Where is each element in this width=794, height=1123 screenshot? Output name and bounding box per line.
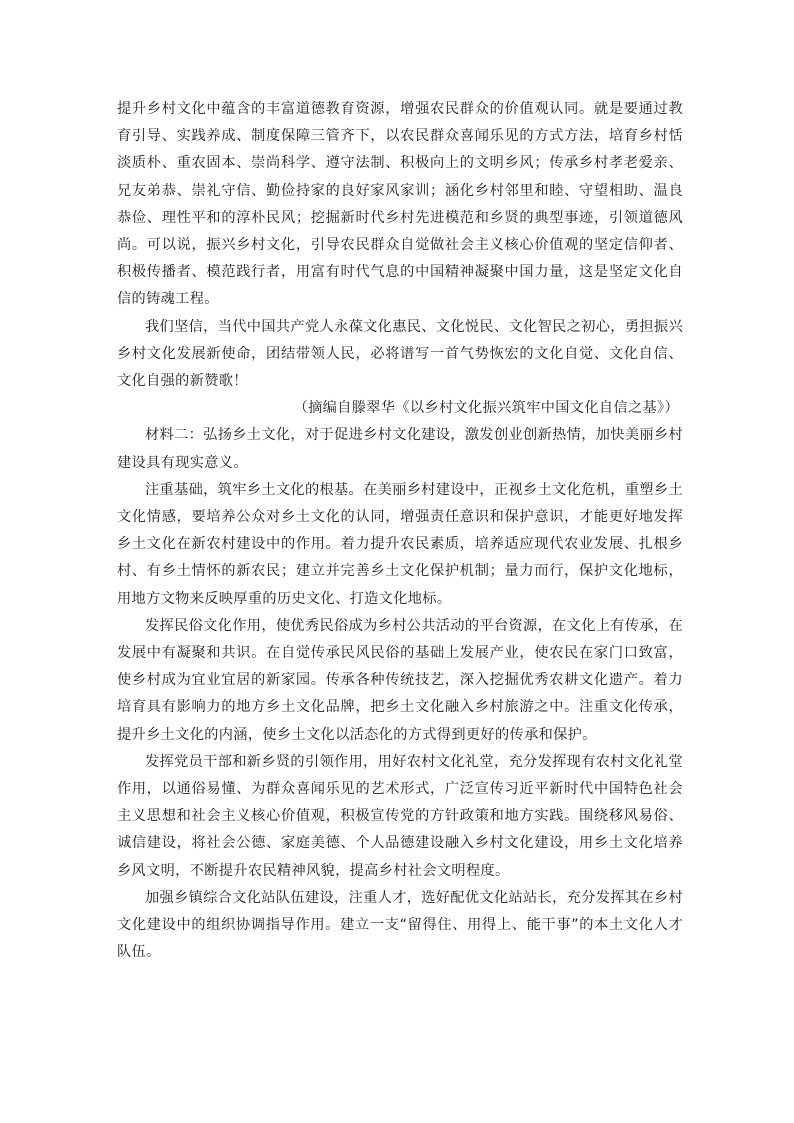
paragraph-moral-education: 提升乡村文化中蕴含的丰富道德教育资源，增强农民群众的价值观认同。就是要通过教育引导、实践养成、制度保障三管齐下，以农民群众喜闻乐见的方式方法，培育乡村恬淡质朴、重农固本、崇尚科学、遵守法制、积极向上的文明乡风；传承乡村孝老爱亲、兄友弟恭、崇礼守信、勤俭持家的良好家风家训；涵化乡村邻里和睦、守望相助、温良恭俭、理性平和的淳朴民风；挖掘新时代乡村先进模范和乡贤的典型事迹，引领道德风尚。可以说，振兴乡村文化，引导农民群众自觉做社会主义核心价值观的坚定信仰者、积极传播者、模范践行者，用富有时代气息的中国精神凝聚中国力量，这是坚定文化自信的铸魂工程。: [117, 101, 683, 308]
paragraph-leadership: 发挥党员干部和新乡贤的引领作用，用好农村文化礼堂，充分发挥现有农村文化礼堂作用，以通俗易懂、为群众喜闻乐见的艺术形式，广泛宣传习近平新时代中国特色社会主义思想和社会主义核心价值观，积极宣传党的方针政策和地方实践。围绕移风易俗、诚信建设，将社会公德、家庭美德、个人品德建设融入乡村文化建设，用乡土文化培养乡风文明，不断提升农民精神风貌，提高乡村社会文明程度。: [117, 753, 683, 879]
source-citation: （摘编自滕翠华《以乡村文化振兴筑牢中国文化自信之基》）: [293, 400, 679, 417]
paragraph-foundation: 注重基础，筑牢乡土文化的根基。在美丽乡村建设中，正视乡土文化危机，重塑乡土文化情感，要培养公众对乡土文化的认同，增强责任意识和保护意识，才能更好地发挥乡土文化在新农村建设中的作用。着力提升农民素质，培养适应现代农业发展、扎根乡村、有乡土情怀的新农民；建立并完善乡土文化保护机制；量力而行，保护文化地标，用地方文物来反映厚重的历史文化、打造文化地标。: [117, 481, 683, 607]
paragraph-conviction: 我们坚信，当代中国共产党人永葆文化惠民、文化悦民、文化智民之初心，勇担振兴乡村文化发展新使命，团结带领人民，必将谱写一首气势恢宏的文化自觉、文化自信、文化自强的新赞歌！: [117, 318, 683, 390]
paragraph-folk-culture: 发挥民俗文化作用，使优秀民俗成为乡村公共活动的平台资源，在文化上有传承，在发展中有凝聚和共识。在自觉传承民风民俗的基础上发展产业，使农民在家门口致富，使乡村成为宜业宜居的新家园。传承各种传统技艺，深入挖掘优秀农耕文化遗产。着力培育具有影响力的地方乡土文化品牌，把乡土文化融入乡村旅游之中。注重文化传承，提升乡土文化的内涵，使乡土文化以活态化的方式得到更好的传承和保护。: [117, 617, 683, 743]
document-page: [117, 96, 683, 967]
paragraph-material-two-intro: 材料二：弘扬乡土文化，对于促进乡村文化建设，激发创业创新热情，加快美丽乡村建设具有现实意义。: [117, 427, 683, 471]
paragraph-cultural-station: 加强乡镇综合文化站队伍建设，注重人才，选好配优文化站站长，充分发挥其在乡村文化建设中的组织协调指导作用。建立一支“留得住、用得上、能干事”的本土文化人才队伍。: [117, 889, 683, 961]
